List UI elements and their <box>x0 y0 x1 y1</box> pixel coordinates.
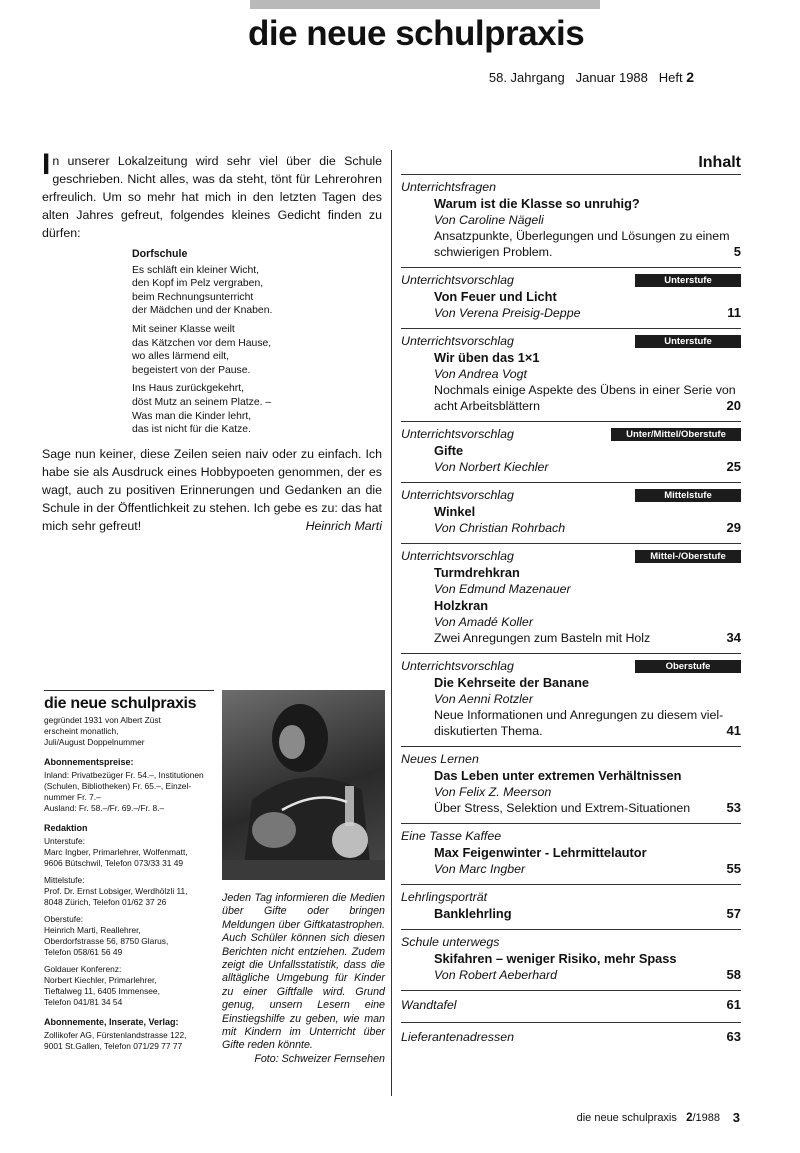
article-author: Von Norbert Kiechler 25 <box>434 459 741 474</box>
article-title: Die Kehrseite der Banane <box>434 675 590 690</box>
prices <box>44 770 214 814</box>
poem <box>132 248 382 437</box>
redaktion-heading: Redaktion <box>44 823 88 833</box>
issue-month: Januar 1988 <box>575 70 648 85</box>
page-number: 11 <box>727 305 741 320</box>
toc-entry[interactable] <box>401 746 741 823</box>
poem-line: Es schläft ein kleiner Wicht, <box>132 264 260 276</box>
redaktion-unterstufe <box>44 836 214 869</box>
poem-stanza <box>132 264 382 318</box>
toc-entry[interactable] <box>401 482 741 543</box>
toc-category: Lehrlingsporträt <box>401 890 488 904</box>
toc-entry[interactable] <box>401 929 741 990</box>
article-title: Banklehrling 57 <box>434 906 741 921</box>
photo-illustration <box>222 690 385 880</box>
page-number: 34 <box>726 630 741 645</box>
page-number: 61 <box>726 997 741 1012</box>
page-number: 53 <box>726 800 741 815</box>
top-bar <box>250 0 600 9</box>
poem-title: Dorfschule <box>132 248 188 260</box>
impressum <box>44 690 214 1058</box>
page-number: 63 <box>726 1029 741 1044</box>
info-line: Prof. Dr. Ernst Lobsiger, Werdhölzli 11, <box>44 886 188 896</box>
page-number: 58 <box>726 967 741 982</box>
level-badge: Oberstufe <box>635 660 741 673</box>
info-line: Mittelstufe: <box>44 875 85 885</box>
toc-entry[interactable] <box>401 653 741 746</box>
info-line: Inland: Privatbezüger Fr. 54.–, Institutionen <box>44 770 204 780</box>
poem-stanza <box>132 323 382 377</box>
article-title: Wir üben das 1×1 <box>434 350 540 365</box>
info-line: Norbert Kiechler, Primarlehrer, <box>44 975 157 985</box>
page-number: 5 <box>733 244 741 259</box>
toc-category: Lieferantenadressen 63 <box>401 1029 741 1044</box>
level-badge: Unterstufe <box>635 274 741 287</box>
info-line: (Schulen, Bibliotheken) Fr. 65.–, Einzel- <box>44 781 192 791</box>
footer-year: /1988 <box>692 1112 720 1124</box>
toc-category: Unterrichtsvorschlag <box>401 273 514 287</box>
article-author: Von Aenni Rotzler <box>434 692 533 706</box>
footer-title: die neue schulpraxis <box>576 1112 677 1124</box>
toc-category: Neues Lernen <box>401 752 479 766</box>
article-title: Warum ist die Klasse so unruhig? <box>434 196 640 211</box>
toc-entry[interactable] <box>401 174 741 267</box>
founded-info <box>44 715 214 748</box>
info-line: Goldauer Konferenz: <box>44 964 122 974</box>
issue-line <box>489 69 694 85</box>
footer <box>577 1112 720 1124</box>
editorial <box>42 148 382 535</box>
table-of-contents <box>401 152 741 1051</box>
toc-entry[interactable] <box>401 1022 741 1051</box>
info-line: 9001 St.Gallen, Telefon 071/29 77 77 <box>44 1041 183 1051</box>
photo-caption <box>222 892 385 1066</box>
level-badge: Unter/Mittel/Oberstufe <box>611 428 741 441</box>
masthead-title: die neue schulpraxis <box>248 14 585 53</box>
redaktion-oberstufe <box>44 914 214 958</box>
poem-line: wo alles lärmend eilt, <box>132 351 230 363</box>
article-title: Von Feuer und Licht <box>434 289 557 304</box>
info-line: Juli/August Doppelnummer <box>44 737 145 747</box>
dropcap: I <box>42 148 51 181</box>
info-line: Telefon 058/61 56 49 <box>44 947 123 957</box>
toc-category: Unterrichtsvorschlag <box>401 488 514 502</box>
info-line: 9606 Bütschwil, Telefon 073/33 31 49 <box>44 858 184 868</box>
toc-entry[interactable] <box>401 543 741 653</box>
article-author: Von Robert Aeberhard 58 <box>434 967 741 982</box>
page-number: 41 <box>726 723 741 738</box>
poem-line: Mit seiner Klasse weilt <box>132 323 235 335</box>
poem-stanza <box>132 382 382 436</box>
article-desc: Ansatzpunkte, Überlegungen und Lösungen zu einem schwierigen Problem. 5 <box>434 229 741 259</box>
toc-category: Schule unterwegs <box>401 935 500 949</box>
toc-entry[interactable] <box>401 267 741 328</box>
level-badge: Mittelstufe <box>635 489 741 502</box>
editorial-closing <box>42 445 382 535</box>
level-badge: Mittel-/Oberstufe <box>635 550 741 563</box>
poem-line: das ist nicht für die Katze. <box>132 424 251 436</box>
toc-category: Unterrichtsvorschlag <box>401 659 514 673</box>
verlag <box>44 1030 214 1052</box>
poem-line: Ins Haus zurückgekehrt, <box>132 383 245 395</box>
article-author: Von Felix Z. Meerson <box>434 785 552 799</box>
article-author: Von Amadé Koller <box>434 615 533 629</box>
info-line: Tieftalweg 11, 6405 Immensee, <box>44 986 160 996</box>
info-line: gegründet 1931 von Albert Züst <box>44 715 161 725</box>
article-author: Von Edmund Mazenauer <box>434 582 571 596</box>
editorial-paragraph: n unserer Lokalzeitung wird sehr viel über die Schule geschrieben. Nicht alles, was da steht, tönt für Lehrerohren erfreulich. Um so mehr hat mich in den letzten Tagen des alten Jahres gefreut, folgendes kleines Gedicht finden zu dürfen: <box>42 154 382 240</box>
info-line: Heinrich Marti, Reallehrer, <box>44 925 141 935</box>
impressum-title: die neue schulpraxis <box>44 690 214 715</box>
article-desc: Über Stress, Selektion und Extrem-Situationen 53 <box>434 800 741 815</box>
info-line: Marc Ingber, Primarlehrer, Wolfenmatt, <box>44 847 188 857</box>
toc-category: Eine Tasse Kaffee <box>401 829 502 843</box>
page-number-footer: 3 <box>732 1110 740 1125</box>
poem-line: Was man die Kinder lehrt, <box>132 410 252 422</box>
article-desc: Nochmals einige Aspekte des Übens in einer Serie von acht Arbeitsblättern 20 <box>434 383 741 413</box>
poem-line: beim Rechnungsunterricht <box>132 291 254 303</box>
toc-title: Inhalt <box>698 154 741 171</box>
page-number: 20 <box>726 398 741 413</box>
info-line: erscheint monatlich, <box>44 726 119 736</box>
toc-entry[interactable] <box>401 421 741 482</box>
toc-category: Unterrichtsvorschlag <box>401 427 514 441</box>
info-line: Telefon 041/81 34 54 <box>44 997 123 1007</box>
article-title: Max Feigenwinter - Lehrmittelautor <box>434 845 647 860</box>
poem-line: das Kätzchen vor dem Hause, <box>132 337 272 349</box>
issue-number: 2 <box>686 69 694 85</box>
article-author: Von Caroline Nägeli <box>434 213 544 227</box>
redaktion-mittelstufe <box>44 875 214 908</box>
photo-chemistry-lab <box>222 690 385 880</box>
issue-label: Heft <box>658 70 683 85</box>
article-title: Das Leben unter extremen Verhältnissen <box>434 768 682 783</box>
article-title: Holzkran <box>434 598 489 613</box>
poem-line: den Kopf im Pelz vergraben, <box>132 278 264 290</box>
toc-category: Wandtafel 61 <box>401 997 741 1012</box>
article-title: Gifte <box>434 443 464 458</box>
poem-line: döst Mutz an seinem Platze. – <box>132 396 272 408</box>
article-title: Skifahren – weniger Risiko, mehr Spass <box>434 951 677 966</box>
editorial-author: Heinrich Marti <box>305 518 382 533</box>
footer-issue: 2 <box>686 1112 693 1124</box>
prices-heading: Abonnementspreise: <box>44 757 134 767</box>
article-desc: Neue Informationen und Anregungen zu diesem viel-diskutierten Thema. 41 <box>434 708 741 738</box>
closing-text: Sage nun keiner, diese Zeilen seien naiv oder zu einfach. Ich habe sie als Ausdruck eines Hobbypoeten genommen, der es wagt, auch zu positiven Erinnerungen und Gedanken an die Schule in der Öffentlichkeit zu stehen. Ich gebe es zu: das hat mich sehr gefreut! <box>42 446 382 533</box>
toc-entry[interactable] <box>401 823 741 884</box>
page-number: 57 <box>726 906 741 921</box>
poem-line: begeistert von der Pause. <box>132 364 251 376</box>
info-line: Ausland: Fr. 58.–/Fr. 69.–/Fr. 8.– <box>44 803 165 813</box>
article-desc: Zwei Anregungen zum Basteln mit Holz 34 <box>434 630 741 645</box>
column-rule <box>391 150 392 1096</box>
level-badge: Unterstufe <box>635 335 741 348</box>
toc-category: Unterrichtsvorschlag <box>401 334 514 348</box>
verlag-heading: Abonnemente, Inserate, Verlag: <box>44 1017 179 1027</box>
caption-text: Jeden Tag informieren die Medien über Gifte oder bringen Meldungen über Giftkatastrophen. Auch Schüler können sich diesen Berichten nicht entziehen. Zudem zeigt die Unfallsstatistik, dass die alltägliche Umgebung für Kinder zu einer Giftfalle wird. Grund genug, unsern Lesern eine Einstiegshilfe zu geben, wie man mit Kindern im Unterricht über Gifte reden könnte. <box>222 892 385 1052</box>
toc-category: Unterrichtsvorschlag <box>401 549 514 563</box>
info-line: Oberstufe: <box>44 914 84 924</box>
photo-credit: Foto: Schweizer Fernsehen <box>254 1052 385 1065</box>
info-line: Zollikofer AG, Fürstenlandstrasse 122, <box>44 1030 187 1040</box>
redaktion-goldauer <box>44 964 214 1008</box>
toc-entry[interactable] <box>401 884 741 929</box>
article-title: Turmdrehkran <box>434 565 520 580</box>
info-line: nummer Fr. 7.– <box>44 792 101 802</box>
page-number: 25 <box>726 459 741 474</box>
poem-line: der Mädchen und der Knaben. <box>132 305 273 317</box>
toc-entry[interactable] <box>401 328 741 421</box>
page-number: 55 <box>726 861 741 876</box>
info-line: 8048 Zürich, Telefon 01/62 37 26 <box>44 897 167 907</box>
info-line: Oberdorfstrasse 56, 8750 Glarus, <box>44 936 169 946</box>
article-author: Von Marc Ingber 55 <box>434 861 741 876</box>
info-line: Unterstufe: <box>44 836 85 846</box>
article-title: Winkel <box>434 504 476 519</box>
article-author: Von Andrea Vogt <box>434 367 527 381</box>
article-author: Von Verena Preisig-Deppe 11 <box>434 305 741 320</box>
toc-category: Unterrichtsfragen <box>401 180 497 194</box>
article-author: Von Christian Rohrbach 29 <box>434 520 741 535</box>
volume: 58. Jahrgang <box>488 70 565 85</box>
page-number: 29 <box>726 520 741 535</box>
toc-entry[interactable] <box>401 990 741 1022</box>
